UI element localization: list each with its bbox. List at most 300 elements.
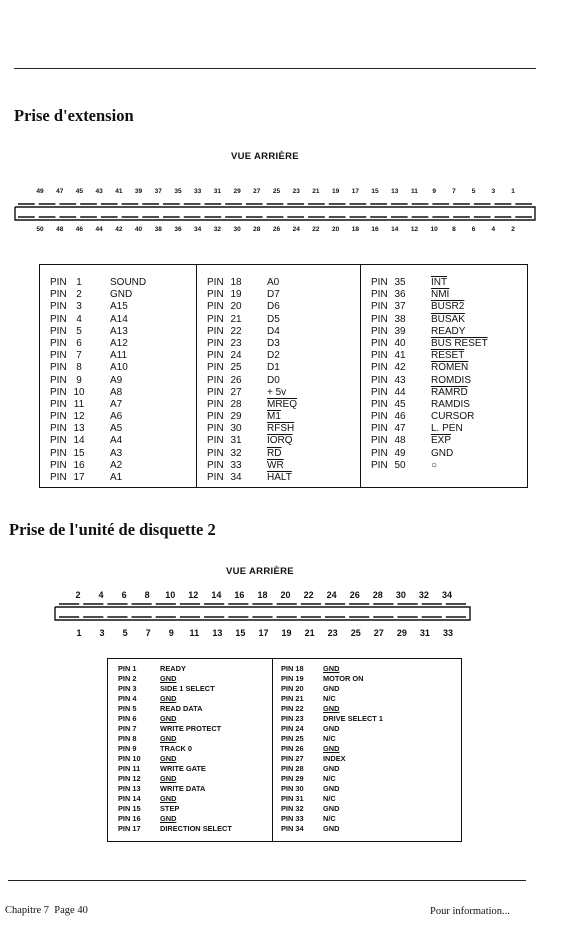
pin-number: 37 <box>394 301 406 313</box>
pin-label: PIN <box>371 301 388 313</box>
pin-number: 8 <box>144 590 150 600</box>
signal-name: GND <box>323 744 340 753</box>
disk-pinout-column-1 <box>108 659 272 841</box>
pin-row <box>197 375 361 387</box>
pin-label: PIN 9 <box>118 744 137 753</box>
pin-number: 6 <box>471 226 476 233</box>
pin-number: 8 <box>452 226 456 233</box>
pin-row <box>273 824 462 834</box>
pin-row <box>273 664 462 674</box>
pin-number: 7 <box>452 188 456 195</box>
signal-name: WRITE PROTECT <box>160 724 222 733</box>
pin-label: PIN <box>207 301 224 313</box>
pin-label: PIN <box>50 374 67 386</box>
signal-name: BUSAK <box>431 313 465 325</box>
pin-number: 33 <box>194 188 202 195</box>
pin-number: 23 <box>292 188 300 195</box>
pin-number: 34 <box>230 472 242 483</box>
signal-name: INDEX <box>323 754 346 763</box>
pin-number: 34 <box>441 590 453 600</box>
pin-label: PIN 26 <box>281 744 304 753</box>
pin-label: PIN 13 <box>118 784 141 793</box>
pin-label: PIN 34 <box>281 824 304 833</box>
pin-number: 49 <box>394 447 406 459</box>
pin-number: 44 <box>95 226 103 233</box>
pin-number: 17 <box>351 188 359 195</box>
signal-name: GND <box>160 774 177 783</box>
pin-number: 26 <box>230 374 242 386</box>
signal-name: MREQ <box>267 398 297 410</box>
pin-number: 46 <box>394 411 406 423</box>
pin-label: PIN <box>371 423 388 435</box>
pin-number: 29 <box>396 628 407 638</box>
pin-label: PIN <box>207 398 224 410</box>
pin-number: 30 <box>230 423 242 435</box>
signal-name: SIDE 1 SELECT <box>160 684 215 693</box>
signal-name: A5 <box>110 423 123 435</box>
connector2-bottom-pin-numbers <box>0 628 585 640</box>
signal-name: GND <box>323 764 340 773</box>
pin-number: 47 <box>394 423 406 435</box>
pin-label: PIN 27 <box>281 754 304 763</box>
pin-row <box>40 387 196 399</box>
signal-name: N/C <box>323 694 336 703</box>
pin-label: PIN <box>371 374 388 386</box>
pin-row <box>273 794 462 804</box>
pin-row <box>108 754 272 764</box>
signal-name: A6 <box>110 411 123 423</box>
top-rule <box>14 68 536 69</box>
pin-row <box>40 314 196 326</box>
pin-row <box>197 362 361 374</box>
pin-row <box>361 350 528 362</box>
pin-number: 10 <box>165 590 176 600</box>
pin-number: 38 <box>394 313 406 325</box>
pin-number: 21 <box>304 628 315 638</box>
pin-number: 13 <box>391 188 399 195</box>
pin-row <box>273 744 462 754</box>
pin-row <box>108 814 272 824</box>
pin-row <box>361 460 528 472</box>
signal-name: N/C <box>323 774 336 783</box>
pin-number: 5 <box>471 188 476 195</box>
pin-number: 24 <box>326 590 337 600</box>
pin-row <box>361 338 528 350</box>
pin-number: 25 <box>230 362 242 374</box>
pin-row <box>273 674 462 684</box>
pin-number: 15 <box>371 188 379 195</box>
pin-number: 27 <box>373 628 384 638</box>
pin-label: PIN 10 <box>118 754 141 763</box>
pinout-column-1 <box>40 265 196 487</box>
signal-name: GND <box>160 674 177 683</box>
pin-number: 25 <box>272 188 281 195</box>
pin-number: 20 <box>280 590 291 600</box>
pin-number: 9 <box>76 374 82 386</box>
pin-row <box>273 774 462 784</box>
pin-number: 43 <box>394 374 406 386</box>
signal-name: BUS RESET <box>431 337 488 349</box>
pin-number: 2 <box>511 226 515 233</box>
pin-label: PIN <box>207 411 224 423</box>
pin-row <box>197 277 361 289</box>
pin-row <box>108 734 272 744</box>
pin-label: PIN <box>207 362 224 374</box>
pin-number: 11 <box>411 188 418 195</box>
pin-number: 3 <box>76 301 82 313</box>
bottom-rule <box>8 880 526 881</box>
pin-row <box>197 460 361 472</box>
pin-number: 47 <box>56 188 64 195</box>
pin-number: 28 <box>372 590 383 600</box>
pin-row <box>108 694 272 704</box>
pin-label: PIN <box>50 472 67 483</box>
signal-name: A1 <box>110 472 123 483</box>
pin-row <box>197 448 361 460</box>
pin-row <box>197 289 361 301</box>
pin-row <box>40 423 196 435</box>
signal-name: N/C <box>323 734 336 743</box>
pin-label: PIN <box>371 447 388 459</box>
pin-row <box>40 277 196 289</box>
pin-number: 42 <box>394 362 406 374</box>
pin-label: PIN <box>207 313 224 325</box>
pin-number: 25 <box>350 628 361 638</box>
pin-number: 6 <box>121 590 127 600</box>
signal-name: $\overline{WR}$ <box>267 459 284 471</box>
pin-number: 11 <box>189 628 200 638</box>
pin-number: 31 <box>419 628 430 638</box>
pin-number: 5 <box>122 628 128 638</box>
pin-row <box>40 411 196 423</box>
signal-name: GND <box>323 704 340 713</box>
pin-number: 46 <box>75 226 84 233</box>
pin-row <box>40 472 196 484</box>
pin-number: 12 <box>410 226 419 233</box>
section-title-extension: Prise d'extension <box>14 106 134 125</box>
signal-name: GND <box>323 824 340 833</box>
pin-number: 45 <box>394 398 406 410</box>
pin-number: 4 <box>98 590 104 600</box>
signal-name: ○ <box>431 459 438 471</box>
pin-label: PIN <box>207 337 224 349</box>
signal-name: + 5v <box>267 386 287 398</box>
pin-row <box>361 435 528 447</box>
pin-label: PIN <box>50 313 67 325</box>
pin-number: 21 <box>230 313 242 325</box>
footer-chapter-label: Chapitre 7 <box>5 905 50 916</box>
pin-label: PIN <box>371 350 388 362</box>
signal-name: D4 <box>267 325 280 337</box>
pin-row <box>361 387 528 399</box>
pin-label: PIN <box>371 386 388 398</box>
pin-number: 22 <box>230 325 242 337</box>
pin-label: PIN <box>207 374 224 386</box>
connector1-top-pin-numbers <box>0 188 585 200</box>
pin-label: PIN <box>371 398 388 410</box>
pin-row <box>197 338 361 350</box>
signal-name: D1 <box>267 362 280 374</box>
pin-row <box>40 435 196 447</box>
pin-row <box>273 814 462 824</box>
pin-number: 4 <box>76 313 82 325</box>
pin-number: 18 <box>230 277 242 288</box>
pin-row <box>108 724 272 734</box>
pin-number: 27 <box>253 188 261 195</box>
disk-pinout-column-2 <box>272 659 462 841</box>
pin-number: 1 <box>76 277 82 288</box>
pin-label: PIN 22 <box>281 704 304 713</box>
pin-label: PIN 20 <box>281 684 304 693</box>
pin-label: PIN <box>371 435 388 447</box>
rear-view-label: VUE ARRIÈRE <box>231 151 299 162</box>
pin-label: PIN 1 <box>118 664 137 673</box>
pin-label: PIN 8 <box>118 734 137 743</box>
pin-number: 21 <box>312 188 320 195</box>
pin-row <box>273 764 462 774</box>
pin-number: 49 <box>36 188 44 195</box>
signal-name: RESET <box>431 350 465 362</box>
pin-label: PIN <box>50 386 67 398</box>
pin-label: PIN <box>50 337 67 349</box>
pin-number: 39 <box>394 325 406 337</box>
pin-row <box>108 804 272 814</box>
signal-name: CURSOR <box>431 411 475 423</box>
pin-row <box>361 448 528 460</box>
pin-number: 8 <box>76 362 82 374</box>
pin-row <box>273 714 462 724</box>
pin-number: 22 <box>312 226 320 233</box>
pin-number: 16 <box>73 459 85 471</box>
disk-connector-diagram <box>0 600 585 630</box>
pin-label: PIN 3 <box>118 684 137 693</box>
pin-number: 16 <box>234 590 245 600</box>
pin-number: 50 <box>36 226 44 233</box>
signal-name: DIRECTION SELECT <box>160 824 232 833</box>
pin-number: 28 <box>253 226 261 233</box>
pin-label: PIN <box>50 350 67 362</box>
pin-number: 44 <box>394 386 406 398</box>
pin-number: 15 <box>235 628 246 638</box>
signal-name: HALT <box>267 472 292 483</box>
pin-row <box>273 694 462 704</box>
pin-label: PIN <box>371 411 388 423</box>
pin-number: 19 <box>230 289 242 301</box>
signal-name: L. PEN <box>431 423 463 435</box>
pin-number: 3 <box>491 188 496 195</box>
pinout-column-3 <box>360 265 528 487</box>
pin-number: 37 <box>154 188 162 195</box>
pin-row <box>40 375 196 387</box>
pinout-column-2 <box>196 265 361 487</box>
pin-row <box>40 460 196 472</box>
pin-number: 28 <box>230 398 242 410</box>
signal-name: A11 <box>110 350 128 362</box>
signal-name: WRITE GATE <box>160 764 206 773</box>
pin-number: 41 <box>115 188 123 195</box>
signal-name: D5 <box>267 313 280 325</box>
pin-row <box>273 684 462 694</box>
signal-name: READ DATA <box>160 704 203 713</box>
pin-number: 30 <box>233 226 241 233</box>
pin-row <box>108 714 272 724</box>
signal-name: RFSH <box>267 423 295 435</box>
pin-label: PIN <box>371 325 388 337</box>
pin-label: PIN 32 <box>281 804 304 813</box>
signal-name: $\overline{NMI}$ <box>431 289 450 301</box>
pin-row <box>40 338 196 350</box>
pin-number: 12 <box>73 411 85 423</box>
pin-number: 22 <box>303 590 314 600</box>
signal-name: GND <box>323 804 340 813</box>
pin-number: 36 <box>394 289 406 301</box>
pin-number: 14 <box>73 435 85 447</box>
footer-page-label: Page 40 <box>54 905 88 916</box>
pin-label: PIN <box>371 362 388 374</box>
pin-row <box>273 724 462 734</box>
pin-label: PIN 31 <box>281 794 304 803</box>
signal-name: D2 <box>267 350 280 362</box>
pin-number: 35 <box>394 277 406 288</box>
pin-number: 34 <box>194 226 202 233</box>
pin-number: 40 <box>394 337 406 349</box>
pin-number: 18 <box>257 590 268 600</box>
pin-number: 33 <box>442 628 454 638</box>
pin-number: 23 <box>230 337 242 349</box>
pin-row <box>197 472 361 484</box>
pin-row <box>361 301 528 313</box>
signal-name: GND <box>160 714 177 723</box>
pin-row <box>197 350 361 362</box>
pin-label: PIN <box>50 325 67 337</box>
pin-number: 1 <box>76 628 82 638</box>
pin-number: 36 <box>174 226 182 233</box>
pin-row <box>361 399 528 411</box>
pin-number: 24 <box>230 350 242 362</box>
pin-row <box>108 684 272 694</box>
pin-number: 18 <box>351 226 359 233</box>
pin-row <box>361 423 528 435</box>
pin-label: PIN <box>207 423 224 435</box>
signal-name: WRITE DATA <box>160 784 206 793</box>
pin-number: 2 <box>76 289 82 301</box>
pin-row <box>361 277 528 289</box>
pin-row <box>40 448 196 460</box>
signal-name: A9 <box>110 374 123 386</box>
pin-row <box>273 704 462 714</box>
pin-label: PIN 15 <box>118 804 141 813</box>
pin-row <box>108 674 272 684</box>
pin-number: 16 <box>371 226 379 233</box>
pin-row <box>197 301 361 313</box>
pin-row <box>197 314 361 326</box>
pin-label: PIN 4 <box>118 694 137 703</box>
pin-number: 10 <box>73 386 85 398</box>
pin-number: 24 <box>292 226 300 233</box>
pin-number: 17 <box>258 628 269 638</box>
pin-number: 45 <box>75 188 84 195</box>
pin-label: PIN 11 <box>118 764 141 773</box>
pin-number: 7 <box>76 350 82 362</box>
pin-label: PIN 18 <box>281 664 304 673</box>
pin-label: PIN <box>50 362 67 374</box>
pin-number: 32 <box>418 590 429 600</box>
connector1-bottom-pin-numbers <box>0 226 585 238</box>
pin-number: 10 <box>430 226 438 233</box>
pin-number: 17 <box>73 472 85 483</box>
pin-label: PIN <box>50 398 67 410</box>
footer-chapter <box>5 905 88 916</box>
signal-name: D7 <box>267 289 280 301</box>
pin-number: 38 <box>154 226 162 233</box>
pin-row <box>197 326 361 338</box>
pin-label: PIN 23 <box>281 714 304 723</box>
pin-row <box>273 734 462 744</box>
pin-label: PIN 7 <box>118 724 137 733</box>
pin-number: 6 <box>76 337 82 349</box>
pin-label: PIN 29 <box>281 774 304 783</box>
pin-label: PIN <box>371 277 388 288</box>
pin-number: 30 <box>395 590 406 600</box>
pin-number: 48 <box>394 435 406 447</box>
pin-row <box>273 804 462 814</box>
pin-number: 20 <box>332 226 340 233</box>
pin-label: PIN <box>371 289 388 301</box>
pin-label: PIN 5 <box>118 704 137 713</box>
pin-number: 7 <box>145 628 151 638</box>
signal-name: STEP <box>160 804 180 813</box>
pin-label: PIN 24 <box>281 724 304 733</box>
signal-name: D0 <box>267 374 280 386</box>
pin-number: 41 <box>394 350 406 362</box>
pin-row <box>40 289 196 301</box>
pin-number: 29 <box>230 411 242 423</box>
pin-row <box>197 423 361 435</box>
pin-number: 3 <box>99 628 105 638</box>
pin-label: PIN <box>50 301 67 313</box>
pin-label: PIN <box>207 277 224 288</box>
footer-note: Pour information... <box>430 906 510 917</box>
signal-name: A7 <box>110 398 123 410</box>
signal-name: GND <box>323 684 340 693</box>
pin-label: PIN <box>50 423 67 435</box>
pin-number: 32 <box>213 226 221 233</box>
pin-row <box>40 326 196 338</box>
signal-name: GND <box>110 289 133 301</box>
signal-name: GND <box>160 734 177 743</box>
pin-number: 2 <box>75 590 81 600</box>
pin-number: 33 <box>230 459 242 471</box>
pin-label: PIN <box>50 459 67 471</box>
signal-name: A13 <box>110 325 128 337</box>
signal-name: IORQ <box>267 435 293 447</box>
pin-number: 26 <box>349 590 360 600</box>
pin-label: PIN 25 <box>281 734 304 743</box>
signal-name: MOTOR ON <box>323 674 364 683</box>
signal-name: GND <box>160 814 177 823</box>
pin-number: 14 <box>391 226 399 233</box>
signal-name: A8 <box>110 386 123 398</box>
signal-name: $\overline{EXP}$ <box>431 435 452 447</box>
pin-number: 39 <box>134 188 143 195</box>
pin-number: 19 <box>281 628 292 638</box>
pin-label: PIN 21 <box>281 694 304 703</box>
signal-name: RAMRD <box>431 386 468 398</box>
pin-number: 43 <box>95 188 103 195</box>
pin-number: 26 <box>272 226 281 233</box>
pin-number: 9 <box>432 188 436 195</box>
pin-number: 13 <box>73 423 85 435</box>
